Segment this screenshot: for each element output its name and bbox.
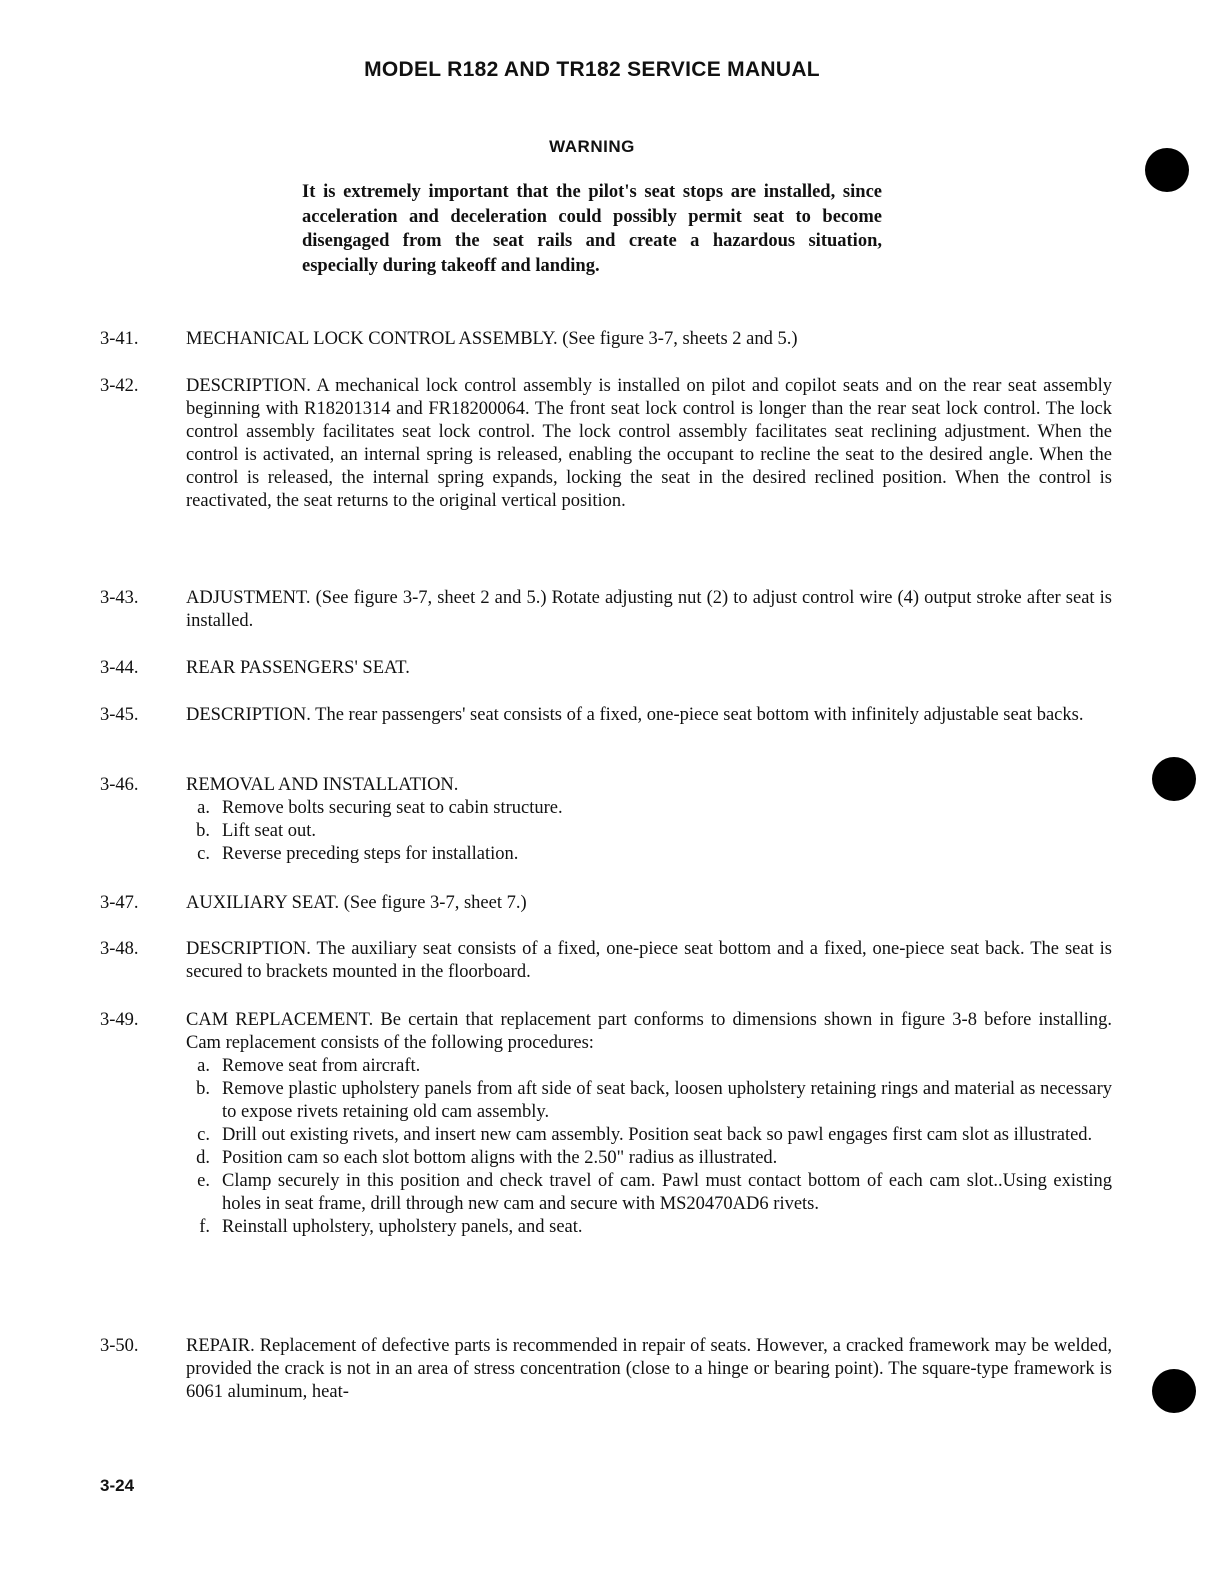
paragraph-3-44 — [100, 657, 1112, 680]
list-item — [186, 1170, 1112, 1216]
paragraph-title: REAR PASSENGERS' SEAT. — [186, 658, 410, 678]
step-text: Remove seat from aircraft. — [222, 1056, 421, 1076]
step-letter: c. — [197, 1125, 210, 1145]
step-letter: a. — [197, 1056, 210, 1076]
paragraph-number: 3-43. — [100, 588, 139, 608]
paragraph-number: 3-47. — [100, 893, 139, 913]
list-item — [186, 843, 1112, 866]
paragraph-title: MECHANICAL LOCK CONTROL ASSEMBLY. (See figure 3-7, sheets 2 and 5.) — [186, 329, 798, 349]
warning-text: It is extremely important that the pilot's seat stops are installed, since acceleration and deceleration could possibly permit seat to become disengaged from the seat rails and create a hazardous situation, especially during takeoff and landing. — [302, 182, 882, 276]
list-item — [186, 797, 1112, 820]
paragraph-3-47 — [100, 892, 1112, 915]
paragraph-number: 3-49. — [100, 1010, 139, 1030]
list-item — [186, 1078, 1112, 1124]
list-item — [186, 1124, 1112, 1147]
paragraph-3-45 — [100, 704, 1112, 727]
step-letter: e. — [197, 1171, 210, 1191]
paragraph-number: 3-41. — [100, 329, 139, 349]
step-list — [186, 1055, 1112, 1239]
list-item — [186, 1055, 1112, 1078]
binder-hole — [1145, 148, 1189, 192]
binder-hole — [1152, 757, 1196, 801]
paragraph-number: 3-44. — [100, 658, 139, 678]
paragraph-text: CAM REPLACEMENT. Be certain that replacement part conforms to dimensions shown in figure 3-8 before installing. Cam replacement consists of the following procedures: — [186, 1010, 1112, 1053]
step-letter: f. — [199, 1217, 210, 1237]
paragraph-number: 3-45. — [100, 705, 139, 725]
page-number: 3-24 — [100, 1476, 135, 1495]
step-text: Drill out existing rivets, and insert new cam assembly. Position seat back so pawl engages first cam slot as illustrated. — [222, 1125, 1093, 1145]
paragraph-3-50 — [100, 1335, 1112, 1404]
paragraph-title: AUXILIARY SEAT. (See figure 3-7, sheet 7.) — [186, 893, 527, 913]
step-text: Reinstall upholstery, upholstery panels, and seat. — [222, 1217, 583, 1237]
step-letter: a. — [197, 798, 210, 818]
paragraph-3-42 — [100, 375, 1112, 513]
step-list — [186, 797, 1112, 866]
paragraph-3-46 — [100, 774, 1112, 866]
paragraph-text: REPAIR. Replacement of defective parts is recommended in repair of seats. However, a cracked framework may be welded, provided the crack is not in an area of stress concentration (close to a hinge or bearing point). The square-type framework is 6061 aluminum, heat- — [186, 1336, 1112, 1402]
step-text: Remove plastic upholstery panels from aft side of seat back, loosen upholstery retaining rings and material as necessary to expose rivets retaining old cam assembly. — [222, 1079, 1112, 1122]
paragraph-3-41 — [100, 328, 1112, 351]
step-text: Lift seat out. — [222, 821, 317, 841]
paragraph-number: 3-50. — [100, 1336, 139, 1356]
step-text: Remove bolts securing seat to cabin structure. — [222, 798, 563, 818]
step-letter: b. — [196, 1079, 210, 1099]
paragraph-3-43 — [100, 587, 1112, 633]
step-letter: b. — [196, 821, 210, 841]
list-item — [186, 820, 1112, 843]
paragraph-title: REMOVAL AND INSTALLATION. — [186, 775, 459, 795]
paragraph-number: 3-48. — [100, 939, 139, 959]
page-header: MODEL R182 AND TR182 SERVICE MANUAL — [364, 58, 820, 81]
binder-hole — [1152, 1369, 1196, 1413]
paragraph-number: 3-42. — [100, 376, 139, 396]
list-item — [186, 1147, 1112, 1170]
paragraph-3-49 — [100, 1009, 1112, 1239]
paragraph-text: DESCRIPTION. The rear passengers' seat consists of a fixed, one-piece seat bottom with infinitely adjustable seat backs. — [186, 705, 1084, 725]
step-text: Reverse preceding steps for installation. — [222, 844, 519, 864]
step-letter: c. — [197, 844, 210, 864]
paragraph-text: ADJUSTMENT. (See figure 3-7, sheet 2 and 5.) Rotate adjusting nut (2) to adjust control wire (4) output stroke after seat is installed. — [186, 588, 1112, 631]
step-letter: d. — [196, 1148, 210, 1168]
paragraph-text: DESCRIPTION. A mechanical lock control assembly is installed on pilot and copilot seats and on the rear seat assembly beginning with R18201314 and FR18200064. The front seat lock control is longer than the rear seat lock control. The lock control assembly facilitates seat lock control. The lock control assembly facilitates seat reclining adjustment. When the control is activated, an internal spring is released, enabling the occupant to recline the seat to the desired angle. When the control is released, the internal spring expands, locking the seat in the desired reclined position. When the control is reactivated, the seat returns to the original vertical position. — [186, 376, 1112, 511]
paragraph-number: 3-46. — [100, 775, 139, 795]
paragraph-text: DESCRIPTION. The auxiliary seat consists of a fixed, one-piece seat bottom and a fixed, one-piece seat back. The seat is secured to brackets mounted in the floorboard. — [186, 939, 1112, 982]
warning-title: WARNING — [549, 137, 635, 156]
list-item — [186, 1216, 1112, 1239]
step-text: Position cam so each slot bottom aligns with the 2.50" radius as illustrated. — [222, 1148, 778, 1168]
paragraph-3-48 — [100, 938, 1112, 984]
step-text: Clamp securely in this position and check travel of cam. Pawl must contact bottom of each cam slot..Using existing holes in seat frame, drill through new cam and secure with MS20470AD6 rivets. — [222, 1171, 1112, 1214]
